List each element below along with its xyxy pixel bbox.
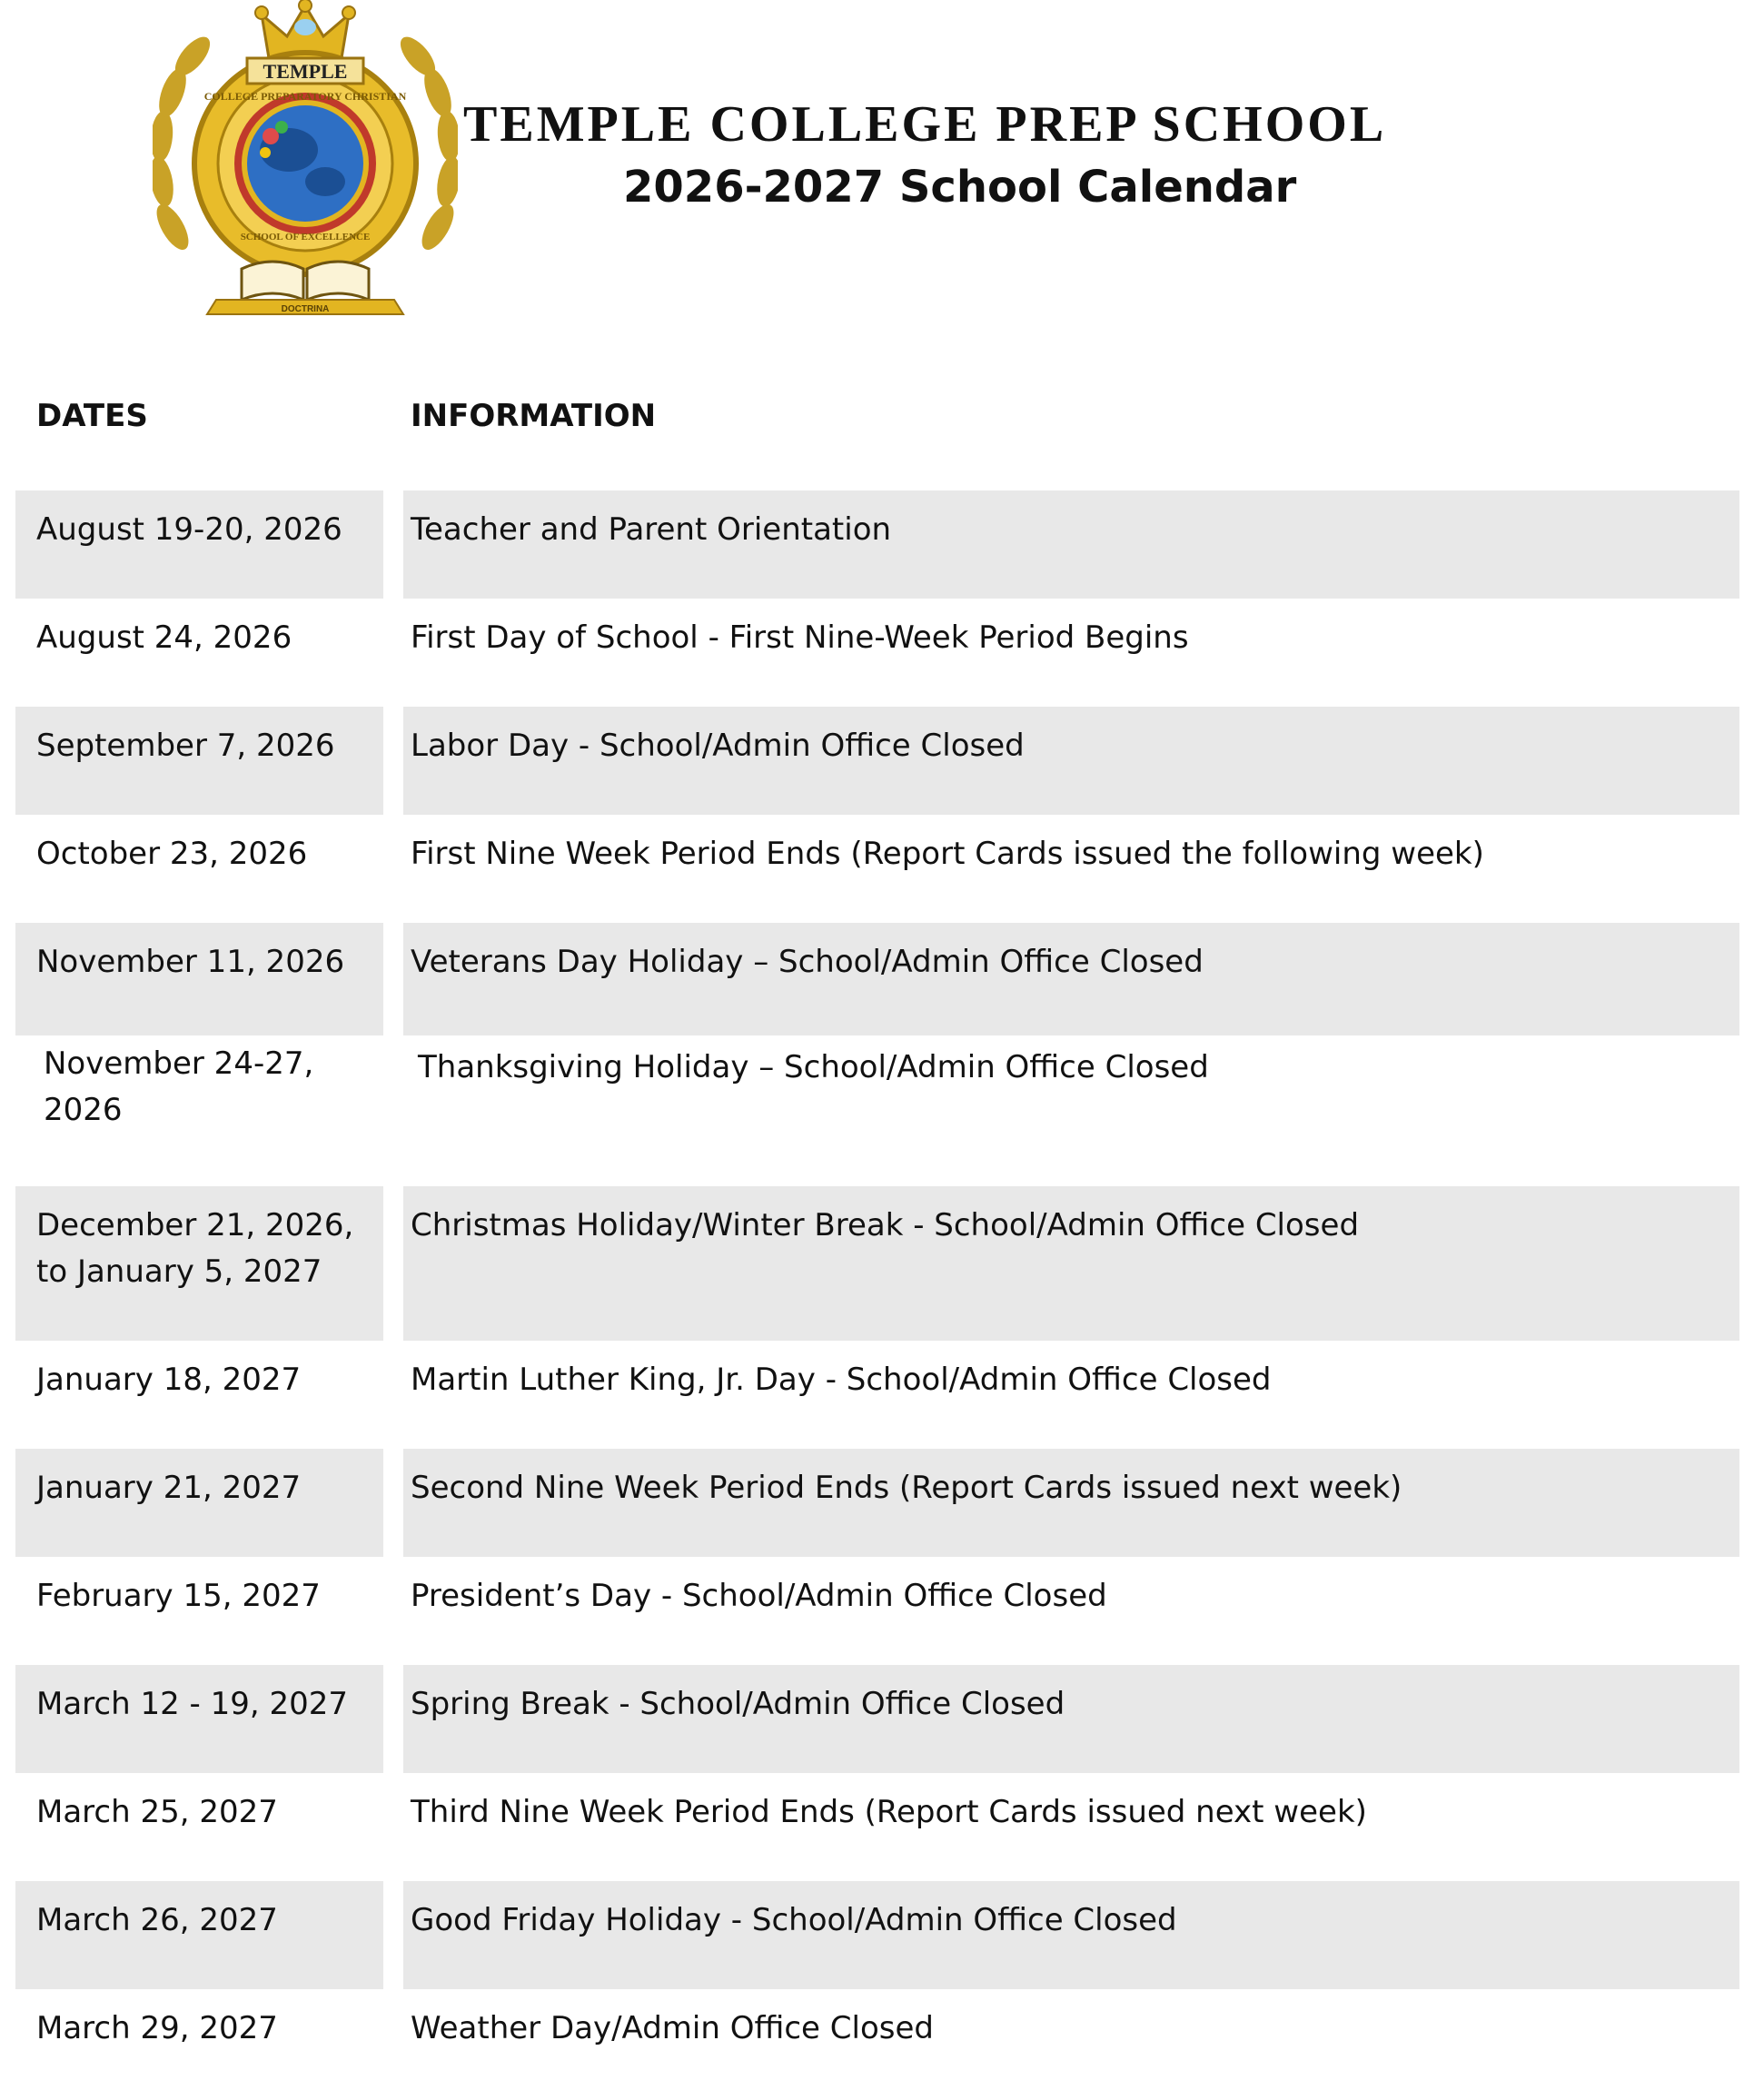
logo-top-text: TEMPLE bbox=[263, 60, 348, 83]
row-date: March 29, 2027 bbox=[36, 2010, 278, 2046]
row-date: November 24-27, 2026 bbox=[44, 1045, 314, 1128]
row-date: March 26, 2027 bbox=[36, 1902, 278, 1938]
logo-banner-text: DOCTRINA bbox=[281, 304, 330, 314]
table-row bbox=[15, 1186, 1739, 1341]
table-row bbox=[15, 923, 1739, 1035]
row-date: September 7, 2026 bbox=[36, 728, 335, 764]
row-info: Veterans Day Holiday – School/Admin Office Closed bbox=[411, 944, 1204, 980]
row-date: December 21, 2026, to January 5, 2027 bbox=[36, 1207, 354, 1290]
calendar-table bbox=[15, 490, 1739, 2097]
table-row bbox=[15, 1341, 1739, 1449]
row-date: March 12 - 19, 2027 bbox=[36, 1686, 349, 1722]
row-date: March 25, 2027 bbox=[36, 1794, 278, 1830]
row-info: Second Nine Week Period Ends (Report Cards issued next week) bbox=[411, 1470, 1402, 1506]
row-info: Good Friday Holiday - School/Admin Office Closed bbox=[411, 1902, 1177, 1938]
crown-icon bbox=[255, 0, 355, 58]
table-row bbox=[15, 1665, 1739, 1773]
row-info: Martin Luther King, Jr. Day - School/Admin Office Closed bbox=[411, 1362, 1272, 1398]
table-row bbox=[15, 815, 1739, 923]
row-info: Christmas Holiday/Winter Break - School/Admin Office Closed bbox=[411, 1207, 1360, 1243]
row-info: Spring Break - School/Admin Office Closed bbox=[411, 1686, 1065, 1722]
column-header-dates: DATES bbox=[36, 398, 148, 434]
row-info: Teacher and Parent Orientation bbox=[411, 511, 892, 548]
row-info: Third Nine Week Period Ends (Report Cards issued next week) bbox=[411, 1794, 1367, 1830]
table-row bbox=[15, 1449, 1739, 1557]
logo-lower-ring-text: SCHOOL OF EXCELLENCE bbox=[240, 232, 371, 243]
row-info: First Day of School - First Nine-Week Period Begins bbox=[411, 619, 1189, 656]
row-date: February 15, 2027 bbox=[36, 1578, 321, 1614]
row-date: August 24, 2026 bbox=[36, 619, 292, 656]
school-crest-logo bbox=[153, 0, 458, 318]
logo-ring-text: COLLEGE PREPARATORY CHRISTIAN bbox=[203, 90, 407, 103]
table-row bbox=[15, 1881, 1739, 1989]
table-row bbox=[15, 1989, 1739, 2097]
table-row bbox=[15, 490, 1739, 599]
table-row bbox=[15, 707, 1739, 815]
row-info: First Nine Week Period Ends (Report Cards issued the following week) bbox=[411, 836, 1484, 872]
table-row bbox=[15, 1035, 1739, 1186]
row-info: Labor Day - School/Admin Office Closed bbox=[411, 728, 1025, 764]
row-info: Weather Day/Admin Office Closed bbox=[411, 2010, 934, 2046]
row-info: President’s Day - School/Admin Office Closed bbox=[411, 1578, 1107, 1614]
row-date: January 18, 2027 bbox=[36, 1362, 302, 1398]
row-date: October 23, 2026 bbox=[36, 836, 308, 872]
column-header-information: INFORMATION bbox=[411, 398, 657, 434]
row-date: November 11, 2026 bbox=[36, 944, 345, 980]
row-info: Thanksgiving Holiday – School/Admin Office Closed bbox=[418, 1049, 1209, 1085]
row-date: January 21, 2027 bbox=[36, 1470, 302, 1506]
table-row bbox=[15, 599, 1739, 707]
table-row bbox=[15, 1773, 1739, 1881]
calendar-title: 2026-2027 School Calendar bbox=[623, 162, 1297, 213]
row-date: August 19-20, 2026 bbox=[36, 511, 342, 548]
table-row bbox=[15, 1557, 1739, 1665]
school-name-title: TEMPLE COLLEGE PREP SCHOOL bbox=[463, 96, 1387, 153]
